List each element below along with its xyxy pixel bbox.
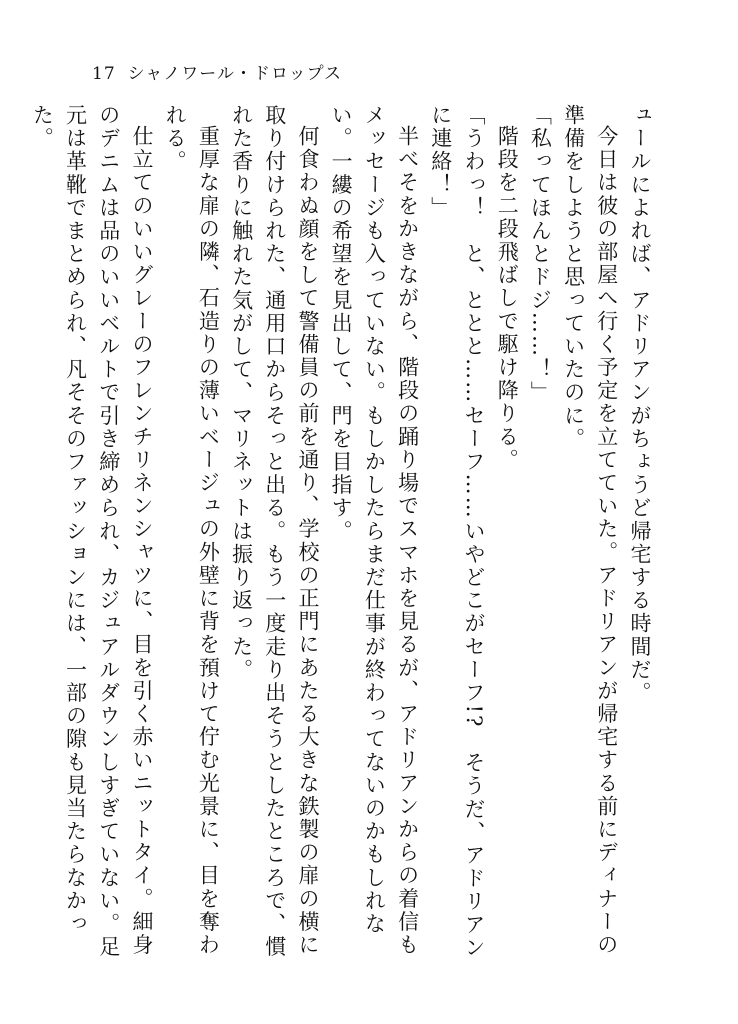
paragraph: 仕立てのいいグレーのフレンチリネンシャツに、目を引く赤いニットタイ。細身のデニムは品のいいベルトで引き締められ、カジュアルダウンしすぎていない。足元は革靴でまとめられ、凡そそのファッションには、一部の隙も見当たらなかった。 bbox=[30, 104, 154, 959]
paragraph: 重厚な扉の隣、石造りの薄いベージュの外壁に背を預けて佇む光景に、目を奪われる。 bbox=[163, 104, 221, 957]
paragraph: 階段を二段飛ばしで駆け降りる。 bbox=[495, 125, 520, 472]
vertical-body-text bbox=[25, 104, 656, 974]
page-number: 17 bbox=[92, 64, 116, 84]
paragraph: 何食わぬ顔をして警備員の前を通り、学校の正門にあたる大きな鉄製の扉の横に取り付けられた、通用口からそっと出る。もう一度走り出そうとしたところで、慣れた香りに触れた気がして、マリネットは振り返った。 bbox=[229, 104, 320, 959]
paragraph: 「うわっ！ と、ととと……セーフ……いやどこがセーフ!? そうだ、アドリアンに連絡！」 bbox=[428, 104, 486, 960]
paragraph: 今日は彼の部屋へ行く予定を立てていた。アドリアンが帰宅する前にディナーの準備をしようと思っていたのに。 bbox=[561, 104, 619, 957]
book-title: シャノワール・ドロップス bbox=[127, 64, 342, 84]
paragraph: 半べそをかきながら、階段の踊り場でスマホを見るが、アドリアンからの着信もメッセージも入っていない。もしかしたらまだ仕事が終わってないのかもしれない。一縷の希望を見出して、門を目指す。 bbox=[329, 104, 420, 957]
paragraph: 「私ってほんとドジ……！」 bbox=[528, 104, 553, 405]
paragraph: ュールによれば、アドリアンがちょうど帰宅する時間だ。 bbox=[628, 104, 652, 705]
running-header bbox=[92, 64, 342, 84]
